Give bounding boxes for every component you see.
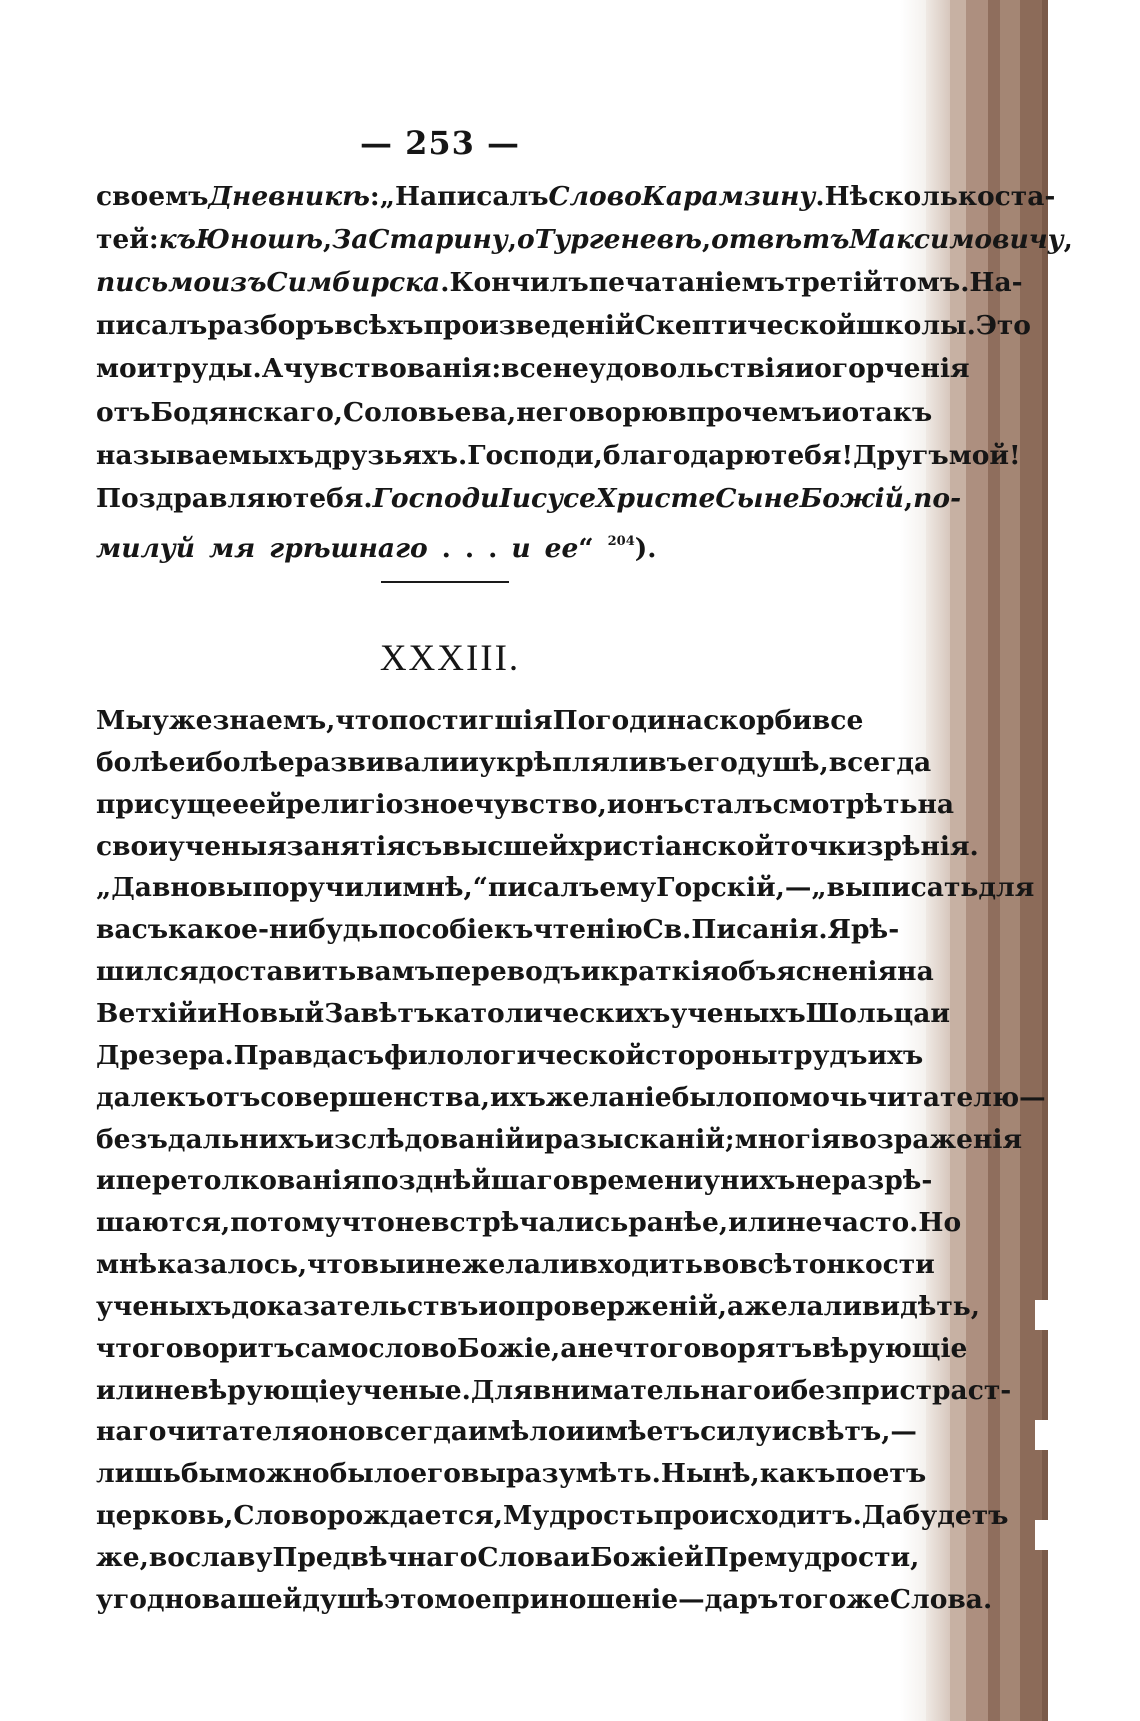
word: свѣтъ,— xyxy=(791,1416,917,1447)
word: ученыя xyxy=(167,831,287,862)
word: желали xyxy=(744,1291,862,1322)
word: сталъ xyxy=(683,789,773,820)
word: произведеній xyxy=(423,310,635,341)
word: къ xyxy=(493,914,534,945)
text-line xyxy=(96,1245,935,1285)
word: входить xyxy=(579,1249,704,1280)
word: высшей xyxy=(442,831,569,862)
word: дальнихъ xyxy=(167,1124,315,1155)
word: Да xyxy=(861,1500,903,1531)
word: говорятъ xyxy=(667,1333,813,1364)
word: какое-нибудь xyxy=(168,914,379,945)
word: же xyxy=(846,1584,890,1615)
word: Горскій,—„выписать xyxy=(656,872,979,903)
word: отъ xyxy=(96,397,151,428)
word: ученые. xyxy=(345,1375,471,1406)
word: тей: xyxy=(96,224,159,255)
text-line xyxy=(96,1538,920,1578)
word: желаніе xyxy=(545,1082,672,1113)
word: Нынѣ, xyxy=(660,1458,760,1489)
word: ранѣе, xyxy=(628,1207,729,1238)
word: грѣшнаго xyxy=(269,533,428,564)
word: уже xyxy=(151,705,213,736)
word: безъ xyxy=(96,1124,168,1155)
word: это xyxy=(383,1584,435,1615)
word: Дрезера. xyxy=(96,1040,234,1071)
text-line xyxy=(96,743,932,783)
word: тебя! xyxy=(770,440,854,471)
word: Божій, xyxy=(799,483,914,514)
word: и xyxy=(478,1291,498,1322)
word: Сыне xyxy=(715,483,800,514)
word: всѣхъ xyxy=(334,310,424,341)
word: постигшія xyxy=(388,705,553,736)
text-line xyxy=(96,177,1056,217)
text-line xyxy=(96,1496,1009,1536)
word: ста- xyxy=(994,181,1056,212)
word: Св. xyxy=(642,914,692,945)
word: точки xyxy=(774,831,867,862)
word: Божіе, xyxy=(457,1333,561,1364)
word: мя xyxy=(208,533,256,564)
word: доказательствъ xyxy=(231,1291,479,1322)
word: что xyxy=(341,1207,395,1238)
word: какъ xyxy=(759,1458,836,1489)
word: впрочемъ xyxy=(668,397,822,428)
word: видѣть, xyxy=(862,1291,980,1322)
word: милуй xyxy=(96,533,195,564)
word: и xyxy=(570,1542,591,1573)
word: и xyxy=(580,956,601,987)
word: зрѣнія. xyxy=(866,831,979,862)
word: поручили xyxy=(252,872,403,903)
text-line xyxy=(96,220,1073,260)
word: лишь xyxy=(96,1458,181,1489)
word: благодарю xyxy=(602,440,771,471)
word: мой! xyxy=(948,440,1021,471)
word: выразумѣть. xyxy=(460,1458,661,1489)
word: Слова xyxy=(477,1542,571,1573)
word: времени xyxy=(570,1165,704,1196)
word: А xyxy=(261,353,284,384)
word: мнѣ xyxy=(96,1249,158,1280)
word: на xyxy=(917,789,955,820)
word: называемыхъ xyxy=(96,440,315,471)
word: бы xyxy=(180,1458,226,1489)
word: Предвѣчнаго xyxy=(272,1542,478,1573)
word: и xyxy=(821,397,842,428)
word: о xyxy=(841,397,860,428)
text-line xyxy=(96,1371,1012,1411)
word: и xyxy=(96,1165,116,1196)
word: къ xyxy=(158,224,196,255)
text-line xyxy=(96,868,1035,908)
word: славу xyxy=(184,1542,273,1573)
word: объясненія xyxy=(720,956,898,987)
word: Другъ xyxy=(853,440,949,471)
text-line xyxy=(96,1580,993,1620)
word: онъ xyxy=(626,789,684,820)
word: Премудрости, xyxy=(703,1542,920,1573)
word: писалъ xyxy=(96,310,208,341)
word: и xyxy=(771,1416,792,1447)
word: мои xyxy=(96,353,157,384)
word: силу xyxy=(700,1416,772,1447)
word: и xyxy=(930,998,951,1029)
word: что xyxy=(96,1333,150,1364)
word: часто. xyxy=(822,1207,919,1238)
word: мнѣ,“ xyxy=(402,872,488,903)
word: Слова. xyxy=(889,1584,993,1615)
word: такъ xyxy=(859,397,933,428)
word: же, xyxy=(96,1542,149,1573)
word: томъ. xyxy=(882,267,970,298)
word: ученыхъ xyxy=(670,998,806,1029)
word: развивали xyxy=(294,747,460,778)
word: на xyxy=(897,956,934,987)
word: съ xyxy=(347,1040,385,1071)
word: и xyxy=(770,1375,791,1406)
word: Слово xyxy=(548,181,642,212)
word: Дневникѣ: xyxy=(208,181,380,212)
word: Божіей xyxy=(590,1542,704,1573)
word: Мы xyxy=(96,705,152,736)
word: наго xyxy=(96,1416,167,1447)
book-edge-notch xyxy=(1035,1520,1049,1550)
word: За xyxy=(332,224,369,255)
word: во xyxy=(148,1542,185,1573)
word: и xyxy=(197,998,217,1029)
word: чтенію xyxy=(533,914,643,945)
word: разборъ xyxy=(207,310,335,341)
word: разысканій; xyxy=(544,1124,735,1155)
page-number: — 253 — xyxy=(359,124,521,162)
word: укрѣпляли xyxy=(478,747,649,778)
word: Бодянскаго, xyxy=(150,397,343,428)
word: ей xyxy=(249,789,286,820)
word: душѣ xyxy=(302,1584,384,1615)
word: имѣло xyxy=(467,1416,566,1447)
word: католическихъ xyxy=(434,998,671,1029)
word: религіозное xyxy=(285,789,475,820)
word: труды. xyxy=(156,353,262,384)
word: мое xyxy=(434,1584,492,1615)
word: желали xyxy=(461,1249,580,1280)
word: будетъ xyxy=(902,1500,1009,1531)
word: Карамзину. xyxy=(641,181,825,212)
word: можно xyxy=(225,1458,330,1489)
word: что xyxy=(335,705,389,736)
word: Писанія. xyxy=(691,914,828,945)
word: Максимовичу, xyxy=(849,224,1073,255)
word: вѣрующіе xyxy=(190,1375,346,1406)
word: Мудрость xyxy=(502,1500,654,1531)
word: $^{204}$). xyxy=(607,533,657,564)
word: все xyxy=(501,353,553,384)
word: было xyxy=(329,1458,411,1489)
word: изъ xyxy=(211,267,267,298)
book-edge-notch xyxy=(1035,1420,1049,1450)
word: . xyxy=(441,533,451,564)
word: и xyxy=(511,533,531,564)
word: для xyxy=(978,872,1035,903)
word: того xyxy=(778,1584,847,1615)
word: казалось, xyxy=(157,1249,308,1280)
word: и xyxy=(524,1124,545,1155)
word: и xyxy=(565,1416,586,1447)
word: Симбирска. xyxy=(266,267,450,298)
word: рѣ- xyxy=(851,914,900,945)
word: Кончилъ xyxy=(449,267,589,298)
word: внимательнаго xyxy=(532,1375,771,1406)
word: ученыхъ xyxy=(96,1291,232,1322)
section-divider xyxy=(381,581,509,583)
word: пособіе xyxy=(378,914,494,945)
text-line xyxy=(96,994,951,1034)
word: многія xyxy=(734,1124,841,1155)
word: во xyxy=(703,1249,740,1280)
word: а xyxy=(560,1333,578,1364)
word: Ветхій xyxy=(96,998,198,1029)
word: все xyxy=(811,705,864,736)
word: Тургеневѣ, xyxy=(534,224,712,255)
word: и xyxy=(459,747,479,778)
word: разрѣ- xyxy=(831,1165,933,1196)
word: Это xyxy=(975,310,1031,341)
word: Господи xyxy=(372,483,500,514)
word: и xyxy=(405,1249,426,1280)
word: читателя xyxy=(166,1416,311,1447)
word: далекъ xyxy=(96,1082,206,1113)
word: знаемъ, xyxy=(212,705,336,736)
text-line xyxy=(96,479,962,519)
word: говоритъ xyxy=(149,1333,295,1364)
word: шаются, xyxy=(96,1207,231,1238)
word: Правда xyxy=(233,1040,348,1071)
word: или xyxy=(96,1375,154,1406)
word: Христе xyxy=(596,483,716,514)
text-line xyxy=(96,522,850,562)
word: ему xyxy=(599,872,657,903)
word: ее“ xyxy=(544,533,594,564)
word: неудовольствія xyxy=(552,353,795,384)
word: Іисусе xyxy=(499,483,596,514)
word: занятія xyxy=(286,831,406,862)
word: „Написалъ xyxy=(379,181,549,212)
word: помочь xyxy=(752,1082,868,1113)
book-edge-notch xyxy=(1035,1300,1049,1330)
word: „Давно xyxy=(96,872,208,903)
word: Господи, xyxy=(467,440,603,471)
word: позднѣйшаго xyxy=(361,1165,571,1196)
word: что xyxy=(613,1333,668,1364)
word: изслѣдованій xyxy=(314,1124,525,1155)
text-line xyxy=(96,1412,917,1452)
word: Старину, xyxy=(368,224,517,255)
word: приношеніе—даръ xyxy=(491,1584,779,1615)
word: вы xyxy=(360,1249,406,1280)
word: потому xyxy=(230,1207,342,1238)
word: вѣрующіе xyxy=(812,1333,968,1364)
word: его xyxy=(687,747,738,778)
word: не xyxy=(154,1375,191,1406)
text-line xyxy=(96,701,864,741)
word: тонкости xyxy=(792,1249,935,1280)
word: угодно xyxy=(96,1584,202,1615)
word: церковь, xyxy=(96,1500,234,1531)
word: что xyxy=(307,1249,361,1280)
word: всегда xyxy=(828,747,932,778)
word: не xyxy=(516,397,553,428)
word: Шольца xyxy=(805,998,931,1029)
word: доставить xyxy=(198,956,357,987)
word: Скептической xyxy=(634,310,857,341)
word: писалъ xyxy=(487,872,600,903)
word: ихъ xyxy=(490,1082,546,1113)
word: печатаніемъ xyxy=(588,267,785,298)
word: свои xyxy=(96,831,168,862)
word: по- xyxy=(913,483,962,514)
word: не xyxy=(786,1207,823,1238)
word: чувствованія: xyxy=(283,353,502,384)
word: и xyxy=(606,789,627,820)
text-line xyxy=(96,827,979,867)
word: христіанской xyxy=(568,831,775,862)
word: ихъ xyxy=(867,1040,924,1071)
word: было xyxy=(671,1082,753,1113)
word: не xyxy=(577,1333,614,1364)
word: въ xyxy=(648,747,687,778)
word: чувство, xyxy=(474,789,607,820)
word: Я xyxy=(827,914,852,945)
word: краткія xyxy=(600,956,721,987)
word: душѣ, xyxy=(737,747,829,778)
word: смотрѣть xyxy=(772,789,918,820)
word: вашей xyxy=(201,1584,303,1615)
word: болѣе xyxy=(96,747,186,778)
word: не xyxy=(425,1249,462,1280)
text-line xyxy=(96,1203,962,1243)
word: происходитъ. xyxy=(653,1500,862,1531)
word: Соловьева, xyxy=(342,397,517,428)
word: вамъ xyxy=(356,956,436,987)
word: письмо xyxy=(96,267,212,298)
word: тебя. xyxy=(292,483,373,514)
word: читателю— xyxy=(867,1082,1046,1113)
word: шился xyxy=(96,956,199,987)
text-line xyxy=(96,306,1031,346)
text-line xyxy=(96,1329,968,1369)
word: и xyxy=(794,353,815,384)
word: безпристраст- xyxy=(790,1375,1012,1406)
text-line xyxy=(96,349,970,389)
text-line xyxy=(96,1078,1046,1118)
word: а xyxy=(727,1291,745,1322)
word: . xyxy=(464,533,475,564)
word: . xyxy=(488,533,498,564)
text-line xyxy=(96,1287,980,1327)
text-line xyxy=(96,1036,924,1076)
word: Для xyxy=(470,1375,533,1406)
word: вы xyxy=(207,872,253,903)
word: Нѣсколько xyxy=(824,181,995,212)
text-line xyxy=(96,393,933,433)
text-line xyxy=(96,1120,1023,1160)
word: васъ xyxy=(96,914,169,945)
word: всегда xyxy=(365,1416,468,1447)
word: поетъ xyxy=(835,1458,927,1489)
word: о xyxy=(516,224,535,255)
word: не xyxy=(394,1207,432,1238)
word: скорби xyxy=(703,705,812,736)
word: совершенства, xyxy=(260,1082,490,1113)
word: Завѣтъ xyxy=(324,998,435,1029)
text-line xyxy=(96,785,955,825)
word: трудъ xyxy=(777,1040,868,1071)
word: Поздравляю xyxy=(96,483,293,514)
text-line xyxy=(96,263,1023,303)
section-title: XXXIII. xyxy=(379,638,521,679)
text-line xyxy=(96,436,1021,476)
word: друзьяхъ. xyxy=(314,440,468,471)
word: или xyxy=(728,1207,787,1238)
word: опроверженій, xyxy=(497,1291,727,1322)
word: своемъ xyxy=(96,181,209,212)
word: съ xyxy=(405,831,443,862)
word: само xyxy=(294,1333,369,1364)
word: стороны xyxy=(645,1040,778,1071)
word: На- xyxy=(969,267,1023,298)
word: отвѣтъ xyxy=(711,224,850,255)
word: имѣетъ xyxy=(585,1416,701,1447)
word: и xyxy=(185,747,206,778)
word: оно xyxy=(310,1416,366,1447)
word: нихъ xyxy=(720,1165,796,1196)
word: огорченія xyxy=(814,353,970,384)
word: болѣе xyxy=(205,747,295,778)
word: Юношѣ, xyxy=(195,224,333,255)
word: третій xyxy=(784,267,883,298)
word: рождается, xyxy=(326,1500,503,1531)
text-line xyxy=(96,910,900,950)
text-line xyxy=(96,952,934,992)
word: филологической xyxy=(384,1040,646,1071)
word: отъ xyxy=(205,1082,261,1113)
word: переводъ xyxy=(435,956,581,987)
word: Новый xyxy=(216,998,325,1029)
word: не xyxy=(795,1165,832,1196)
word: школы. xyxy=(856,310,976,341)
word: говорю xyxy=(552,397,669,428)
word: у xyxy=(703,1165,721,1196)
word: всѣ xyxy=(739,1249,793,1280)
word: слово xyxy=(368,1333,458,1364)
word: Но xyxy=(918,1207,962,1238)
word: его xyxy=(410,1458,461,1489)
word: перетолкованія xyxy=(115,1165,362,1196)
word: встрѣчались xyxy=(431,1207,629,1238)
text-line xyxy=(96,1161,933,1201)
word: Погодина xyxy=(552,705,704,736)
word: возраженія xyxy=(840,1124,1023,1155)
word: Слово xyxy=(233,1500,327,1531)
word: присущее xyxy=(96,789,250,820)
text-line xyxy=(96,1454,927,1494)
